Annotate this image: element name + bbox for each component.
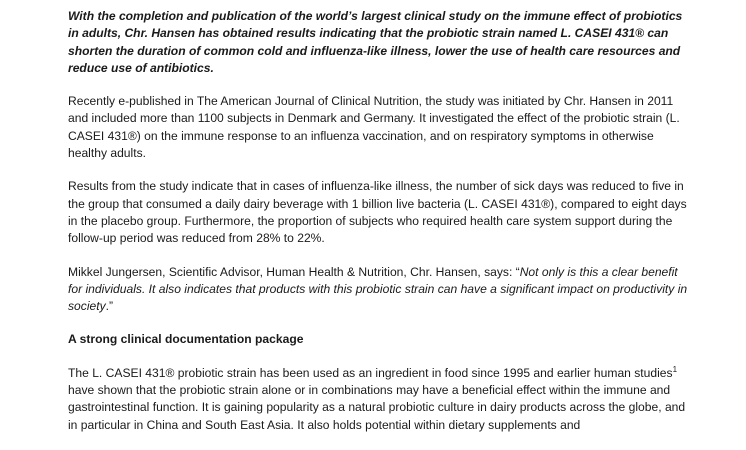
body-paragraph-results: Results from the study indicate that in cases of influenza-like illness, the number of sick days was reduced to five in the group that consumed a daily dairy beverage with 1 billion live bacteria (L. CASEI 431®), compared to eight days in the placebo group. Furthermore, the proportion of subjects who required health care system support during the follow-up period was reduced from 28% to 22%. bbox=[68, 179, 687, 246]
documentation-text-start: The L. CASEI 431® probiotic strain has been used as an ingredient in food since 1995 and earlier human studies bbox=[68, 365, 673, 380]
body-paragraph-documentation bbox=[68, 365, 688, 434]
section-heading: A strong clinical documentation package bbox=[68, 332, 304, 347]
quote-end: .” bbox=[105, 299, 114, 314]
document-page bbox=[68, 8, 688, 450]
body-paragraph-quote bbox=[68, 264, 688, 316]
quote-text: Not only is this a clear benefit for individuals. It also indicates that products with this probiotic strain can have a significant impact on productivity in society bbox=[68, 264, 688, 314]
documentation-text-rest: have shown that the probiotic strain alone or in combinations may have a beneficial effect within the immune and gastrointestinal function. It is gaining popularity as a natural probiotic culture in dairy products across the globe, and in particular in China and South East Asia. It also holds potential within dietary supplements and bbox=[68, 383, 686, 432]
body-paragraph-study: Recently e-published in The American Journal of Clinical Nutrition, the study was initiated by Chr. Hansen in 2011 and included more than 1100 subjects in Denmark and Germany. It investigated the effect of the probiotic strain (L. CASEI 431®) on the immune response to an influenza vaccination, and on respiratory symptoms in otherwise healthy adults. bbox=[68, 94, 680, 161]
footnote-marker: 1 bbox=[672, 364, 678, 374]
lead-paragraph: With the completion and publication of the world’s largest clinical study on the immune effect of probiotics in adults, Chr. Hansen has obtained results indicating that the probiotic strain named L. CASEI 431® can shorten the duration of common cold and influenza-like illness, lower the use of health care resources and reduce use of antibiotics. bbox=[68, 9, 683, 75]
quote-intro: Mikkel Jungersen, Scientific Advisor, Human Health & Nutrition, Chr. Hansen, says: “ bbox=[68, 264, 520, 279]
